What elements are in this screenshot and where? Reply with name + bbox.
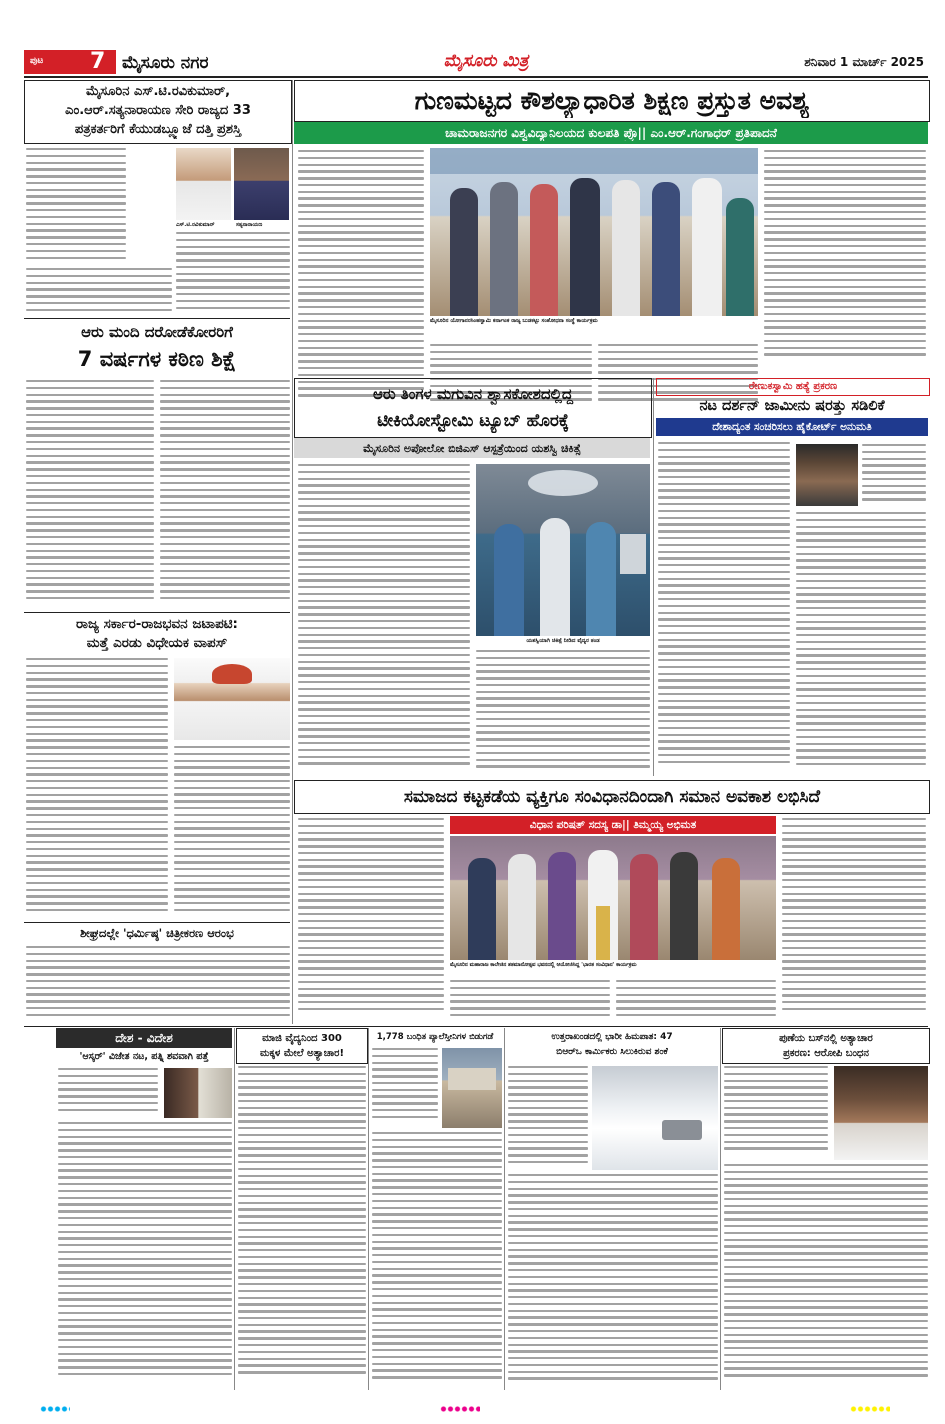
pune-body-col-1 [724, 1066, 828, 1160]
award-headline-line-2: ಎಂ.ಆರ್.ಸತ್ಯನಾರಾಯಣ ಸೇರಿ ರಾಜ್ಯದ 33 [65, 103, 251, 118]
pune-body-col-2 [724, 1164, 928, 1388]
doctor-body-col-1 [238, 1066, 366, 1388]
skill-photo-person-4 [570, 178, 600, 316]
snow-headline-line-1: ಉತ್ತರಾಖಂಡದಲ್ಲಿ ಭಾರೀ ಹಿಮಪಾತ: 47 [551, 1032, 673, 1042]
registration-dots-right [850, 1406, 890, 1412]
snow-photo [592, 1066, 718, 1170]
snow-photo-vehicle [662, 1120, 702, 1140]
skill-photo-person-6 [652, 182, 680, 316]
award-body-left [26, 148, 126, 268]
skill-photo-person-3 [530, 184, 558, 316]
constitution-photo-person-7 [712, 858, 740, 960]
world-section-band [56, 1028, 232, 1048]
infant-photo-doctor-1 [494, 524, 524, 636]
governor-photo [174, 658, 290, 740]
award-photo-left [176, 148, 231, 220]
darshan-headline: ನಟ ದರ್ಶನ್ ಜಾಮೀನು ಷರತ್ತು ಸಡಿಲಿಕೆ [699, 398, 885, 414]
infant-body-col-2 [476, 650, 650, 776]
constitution-photo-person-2 [508, 854, 536, 960]
skill-photo-person-5 [612, 180, 640, 316]
robbery-top-rule [24, 318, 290, 319]
darshan-body-beside-photo [862, 444, 926, 506]
governor-headline-line-1: ರಾಜ್ಯ ಸರ್ಕಾರ-ರಾಜಭವನ ಜಟಾಪಟಿ: [76, 616, 238, 632]
award-photo-right [234, 148, 289, 220]
constitution-body-col-4 [782, 818, 926, 1024]
divider-left-main [292, 80, 293, 1024]
governor-headline-line-2: ಮತ್ತೆ ಎರಡು ವಿಧೇಯಕ ವಾಪಸ್ [86, 635, 228, 651]
film-body [26, 946, 290, 1024]
jails-body-col-1 [372, 1048, 438, 1128]
divider-bottom-4 [720, 1028, 721, 1390]
governor-body-col-2 [174, 746, 290, 920]
divider-bottom-3 [504, 1028, 505, 1390]
registration-marks [0, 1404, 945, 1414]
snow-headline-box [506, 1028, 718, 1062]
page-number: 7 [90, 50, 106, 74]
jails-photo [442, 1048, 502, 1128]
constitution-photo-lamp [596, 906, 610, 960]
pune-headline-box [722, 1028, 930, 1064]
pune-headline-line-1: ಪುಣೆಯ ಬಸ್‌ನಲ್ಲಿ ಅತ್ಯಾಚಾರ [779, 1033, 873, 1044]
award-headline-line-1: ಮೈಸೂರಿನ ಎಸ್.ಟಿ.ರವಿಕುಮಾರ್, [85, 84, 231, 99]
constitution-headline-box [294, 780, 930, 814]
film-top-rule [24, 922, 290, 923]
jails-headline: 1,778 ಬಂಧಿತ ಪ್ಯಾಲೆಸ್ತೀನಿಗಳ ಬಿಡುಗಡೆ [376, 1032, 494, 1042]
constitution-body-col-2 [450, 980, 610, 1024]
robbery-headline-line-1: ಆರು ಮಂದಿ ದರೋಡೆಕೋರರಿಗೆ [81, 323, 233, 341]
darshan-photo [796, 444, 858, 506]
skill-body-col-1 [298, 150, 424, 408]
infant-subhead: ಮೈಸೂರಿನ ಅಪೋಲೋ ಬಿಜಿಎಸ್ ಆಸ್ಪತ್ರೆಯಿಂದ ಯಶಸ್ವಿ ಚಿಕಿತ್ಸೆ [363, 442, 581, 455]
snow-body-col-2 [508, 1174, 718, 1388]
governor-top-rule [24, 612, 290, 613]
award-headline-box [24, 80, 292, 144]
award-body-right [176, 232, 290, 314]
jails-body-col-2 [372, 1132, 502, 1388]
page-header [24, 50, 928, 76]
governor-turban [212, 664, 252, 684]
skill-headline-box [294, 80, 930, 122]
darshan-body-col-1 [658, 442, 790, 776]
award-caption-left: ಎಸ್.ಟಿ.ರವಿಕುಮಾರ್ [176, 222, 215, 228]
skill-caption: ಮೈಸೂರಿನ ಯೋಗಾನರಸಿಂಹಸ್ವಾಮಿ ಕರ್ನಾಟಕ ರಾಜ್ಯ ಬುಡಕಟ್ಟು ಸಂಶೋಧನಾ ಸಂಸ್ಥೆ ಕಾರ್ಯಕ್ರಮ [430, 318, 598, 324]
infant-photo-doctor-2 [540, 518, 570, 636]
constitution-photo-person-1 [468, 858, 496, 960]
jails-photo-building [448, 1068, 496, 1090]
infant-body-col-1 [298, 464, 470, 776]
world-headline: 'ಆಸ್ಕರ್' ವಿಜೇತ ನಟ, ಪತ್ನಿ ಶವವಾಗಿ ಪತ್ತೆ [79, 1051, 209, 1062]
constitution-photo-person-3 [548, 852, 576, 960]
divider-bottom-2 [368, 1028, 369, 1390]
divider-bottom-1 [234, 1028, 235, 1390]
world-body-col-2 [58, 1122, 232, 1388]
darshan-kicker: ರೇಣುಕಸ್ವಾಮಿ ಹತ್ಯೆ ಪ್ರಕರಣ [748, 381, 838, 392]
robbery-body-col-2 [160, 380, 290, 608]
constitution-subhead-band [450, 816, 776, 834]
skill-subhead-band [294, 122, 928, 144]
registration-dots-left [40, 1406, 70, 1412]
world-photo [164, 1068, 232, 1118]
skill-subhead: ಚಾಮರಾಜನಗರ ವಿಶ್ವವಿದ್ಯಾನಿಲಯದ ಕುಲಪತಿ ಪ್ರೊ|| ಎಂ.ಆರ್.ಗಂಗಾಧರ್ ಪ್ರತಿಪಾದನೆ [445, 126, 777, 140]
award-caption-right: ಸತ್ಯನಾರಾಯಣ [236, 222, 263, 228]
award-headline-line-3: ಪತ್ರಕರ್ತರಿಗೆ ಕೆಯುಡಬ್ಲ್ಯೂಜೆ ದತ್ತಿ ಪ್ರಶಸ್ತಿ [74, 122, 242, 137]
skill-body-col-4 [764, 150, 926, 362]
world-body-col-1 [58, 1068, 158, 1118]
world-section-title: ದೇಶ - ವಿದೇಶ [115, 1031, 173, 1045]
pune-photo [834, 1066, 928, 1160]
darshan-body-col-2 [796, 512, 926, 776]
header-rule [24, 76, 928, 78]
snow-body-col-1 [508, 1066, 588, 1170]
skill-photo-banner [430, 148, 758, 174]
governor-body-col-1 [26, 658, 168, 920]
film-headline: ಶೀಘ್ರದಲ್ಲೇ 'ಧರ್ಮಿಷ್ಠ' ಚಿತ್ರೀಕರಣ ಆರಂಭ [80, 926, 234, 940]
skill-headline: ಗುಣಮಟ್ಟದ ಕೌಶಲ್ಯಾಧಾರಿತ ಶಿಕ್ಷಣ ಪ್ರಸ್ತುತ ಅವಶ್ಯ [414, 86, 810, 115]
divider-infant-darshan [653, 378, 654, 776]
pune-headline-line-2: ಪ್ರಕರಣ: ಆರೋಪಿ ಬಂಧನ [783, 1048, 869, 1059]
doctor-headline-line-2: ಮಕ್ಕಳ ಮೇಲೆ ಅತ್ಯಾಚಾರ! [259, 1048, 345, 1059]
bottom-section-rule [24, 1026, 928, 1027]
infant-photo-monitor [620, 534, 646, 574]
darshan-kicker-band [656, 378, 930, 396]
doctor-headline-line-1: ಮಾಜಿ ವೈದ್ಯನಿಂದ 300 [262, 1033, 342, 1044]
skill-photo-person-7 [692, 178, 722, 316]
darshan-subhead: ದೇಶಾದ್ಯಂತ ಸಂಚರಿಸಲು ಹೈಕೋರ್ಟ್ ಅನುಮತಿ [712, 421, 872, 433]
robbery-body-col-1 [26, 380, 154, 608]
infant-photo-light [528, 470, 598, 496]
skill-photo-person-1 [450, 188, 478, 316]
skill-photo [430, 148, 758, 316]
constitution-body-col-1 [298, 818, 444, 1024]
infant-caption: ಯಶಸ್ವಿಯಾಗಿ ಚಿಕಿತ್ಸೆ ನೀಡಿದ ವೈದ್ಯರ ತಂಡ [526, 638, 600, 644]
darshan-subhead-band [656, 418, 928, 436]
constitution-photo [450, 836, 776, 960]
doctor-headline-box [236, 1028, 368, 1064]
registration-dots-mid [440, 1406, 480, 1412]
infant-headline-box [294, 378, 652, 438]
robbery-headline-line-2: 7 ವರ್ಷಗಳ ಕಠಿಣ ಶಿಕ್ಷೆ [77, 347, 237, 371]
award-body-bottom [26, 268, 172, 314]
constitution-caption: ಮೈಸೂರಿನ ಮಹಾರಾಜ ಕಾಲೇಜಿನ ಶತಮಾನೋತ್ಸವ ಭವನದಲ್ಲಿ ಆಯೋಜಿಸಿದ್ದ 'ಭಾರತ ಸಂವಿಧಾನ' ಕಾರ್ಯಕ್ರಮ [450, 962, 637, 968]
infant-headline-line-1: ಆರು ತಿಂಗಳ ಮಗುವಿನ ಶ್ವಾಸಕೋಶದಲ್ಲಿದ್ದ [372, 385, 573, 403]
issue-date: ಶನಿವಾರ 1 ಮಾರ್ಚ್ 2025 [804, 55, 924, 69]
constitution-body-col-3 [616, 980, 776, 1024]
infant-headline-line-2: ಟೀಕಿಯೋಸ್ಟೋಮಿ ಟ್ಯೂಬ್ ಹೊರಕ್ಕೆ [377, 411, 569, 431]
masthead: ಮೈಸೂರು ಮಿತ್ರ [443, 51, 529, 71]
constitution-headline: ಸಮಾಜದ ಕಟ್ಟಕಡೆಯ ವ್ಯಕ್ತಿಗೂ ಸಂವಿಧಾನದಿಂದಾಗಿ ಸಮಾನ ಅವಕಾಶ ಲಭಿಸಿದೆ [403, 787, 821, 807]
page-label: ಪುಟ [30, 56, 44, 66]
constitution-subhead: ವಿಧಾನ ಪರಿಷತ್ ಸದಸ್ಯ ಡಾ|| ತಿಮ್ಮಯ್ಯ ಅಭಿಮತ [529, 819, 697, 831]
infant-photo [476, 464, 650, 636]
skill-photo-person-8 [726, 198, 754, 316]
constitution-photo-person-5 [630, 854, 658, 960]
infant-subhead-band [294, 438, 650, 458]
constitution-photo-person-6 [670, 852, 698, 960]
infant-photo-doctor-3 [586, 522, 616, 636]
snow-headline-line-2: ಬಿಆರ್‌ಒ ಕಾರ್ಮಿಕರು ಸಿಲುಕಿರುವ ಶಂಕೆ [556, 1047, 668, 1057]
skill-photo-person-2 [490, 182, 518, 316]
section-title: ಮೈಸೂರು ನಗರ [122, 53, 209, 73]
